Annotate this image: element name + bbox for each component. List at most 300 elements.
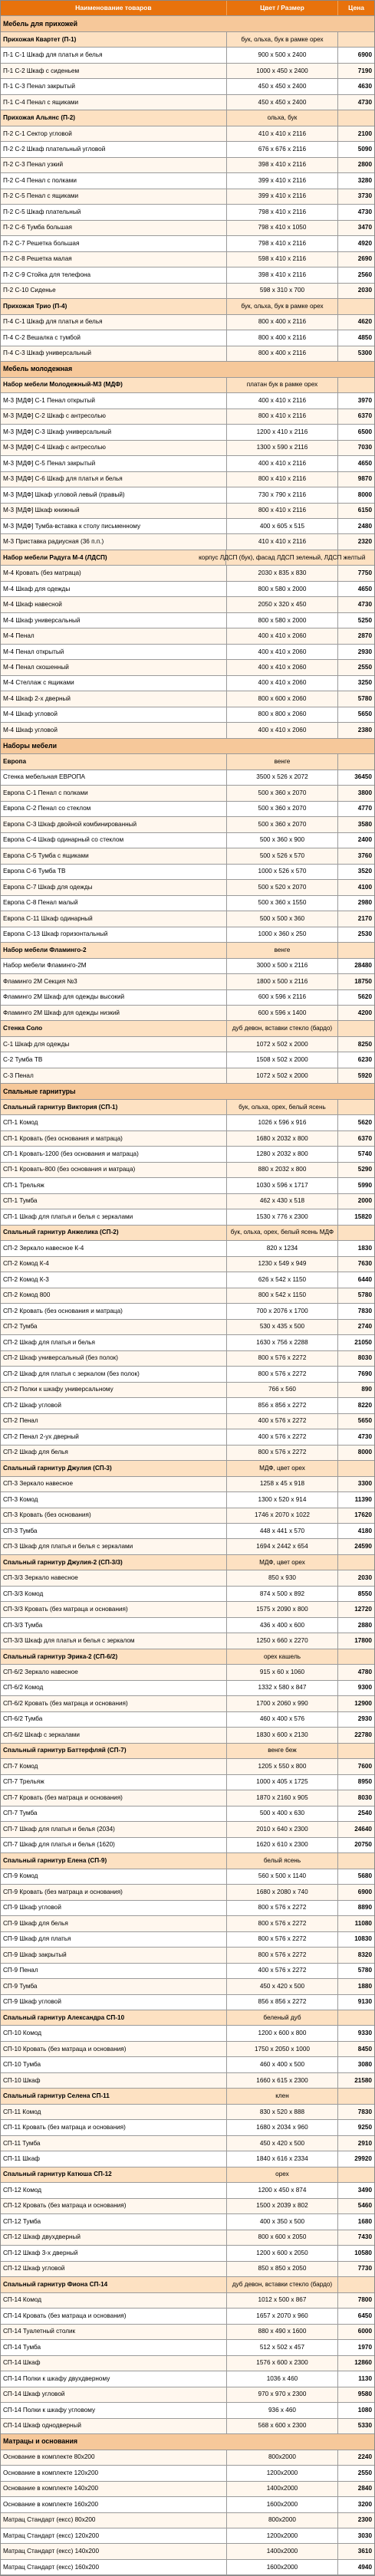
cell-size: 400 x 576 x 2272: [227, 1429, 338, 1444]
cell-size: 1230 x 549 x 949: [227, 1257, 338, 1272]
cell-name: М-3 [МДФ] С-2 Шкаф с антресолью: [1, 409, 227, 424]
cell-name: Фламинго 2М Шкаф для одежды высокий: [1, 990, 227, 1005]
cell-size: 800 x 576 x 2272: [227, 1367, 338, 1381]
cell-price: 3580: [357, 820, 372, 828]
cell-size: 800 x 576 x 2272: [227, 1948, 338, 1962]
cell-size: 800 x 410 x 2116: [227, 409, 338, 424]
table-row: [1, 95, 374, 110]
cell-price: 12720: [354, 1606, 372, 1613]
table-row: [1, 1885, 374, 1900]
cell-price: [338, 2277, 374, 2292]
cell-price: 5780: [357, 1967, 372, 1974]
table-row: [1, 2136, 374, 2151]
cell-size: 1000 x 360 x 250: [227, 927, 338, 942]
cell-size: 460 x 400 x 576: [227, 1712, 338, 1727]
cell-size: дуб девон, вставки стекло (бардо): [227, 1021, 338, 1035]
cell-name: Спальный гарнитур Елена (СП-9): [1, 1853, 227, 1868]
table-row: [1, 2387, 374, 2403]
cell-size: 874 x 500 x 892: [227, 1587, 338, 1601]
cell-price: 6230: [357, 1056, 372, 1064]
header-size: Цвет / Размер: [227, 1, 338, 15]
table-row: [1, 1665, 374, 1680]
cell-name: Европа С-8 Пенал малый: [1, 896, 227, 911]
cell-price: [338, 1555, 374, 1570]
cell-size: 1530 x 776 x 2300: [227, 1209, 338, 1224]
cell-price: [338, 1100, 374, 1114]
cell-name: Спальные гарнитуры: [3, 1087, 76, 1095]
cell-name: СП-1 Кровать (без основания и матраца): [1, 1131, 227, 1146]
table-row: [1, 1257, 374, 1272]
cell-name: Европа С-1 Пенал с полками: [1, 786, 227, 800]
cell-size: 800 x 800 x 2060: [227, 707, 338, 722]
cell-price: 10830: [354, 1935, 372, 1943]
cell-size: 1332 x 580 x 847: [227, 1681, 338, 1695]
cell-name: СП-2 Тумба: [1, 1320, 227, 1334]
cell-price: [338, 299, 374, 313]
table-row: [1, 1508, 374, 1524]
cell-name: Спальный гарнитур Виктория (СП-1): [1, 1100, 227, 1114]
cell-name: СП-10 Кровать (без матраца и основания): [1, 2042, 227, 2056]
cell-price: 5990: [357, 1181, 372, 1189]
cell-size: венге: [227, 754, 338, 769]
cell-price: 1130: [358, 2374, 372, 2382]
table-row: [1, 1288, 374, 1304]
cell-size: 500 x 360 x 1550: [227, 896, 338, 911]
group-row: [1, 32, 374, 48]
cell-size: 730 x 790 x 2116: [227, 487, 338, 502]
cell-name: СП-3/3 Тумба: [1, 1618, 227, 1633]
table-row: [1, 1932, 374, 1948]
cell-name: Наборы мебели: [3, 742, 57, 750]
cell-size: бук, ольха, бук в рамке орех: [227, 299, 338, 313]
cell-size: 798 x 410 x 1050: [227, 221, 338, 235]
table-row: [1, 2544, 374, 2559]
table-row: [1, 1775, 374, 1790]
cell-price: 17800: [354, 1637, 372, 1645]
table-row: [1, 597, 374, 612]
cell-price: [338, 943, 374, 957]
cell-size: 500 x 360 x 900: [227, 833, 338, 848]
table-row: [1, 2340, 374, 2355]
cell-size: 1600x2000: [227, 2497, 338, 2512]
cell-name: СП-14 Туалетный столик: [1, 2325, 227, 2339]
cell-name: Матрац Стандарт (ексс) 120x200: [1, 2528, 227, 2543]
cell-size: ольха, бук: [227, 110, 338, 125]
cell-name: Набор мебели Молодежный-М3 (МДФ): [1, 378, 227, 392]
cell-size: 800 x 400 x 2116: [227, 346, 338, 361]
cell-name: С-2 Тумба ТВ: [1, 1052, 227, 1067]
table-row: [1, 2371, 374, 2387]
cell-name: П-2 С-5 Шкаф плательный: [1, 205, 227, 219]
cell-name: СП-14 Полки к шкафу двухдверному: [1, 2371, 227, 2386]
cell-price: 9870: [357, 475, 372, 483]
cell-price: 2840: [357, 2485, 372, 2492]
cell-price: [338, 2010, 374, 2025]
cell-size: 2010 x 640 x 2300: [227, 1822, 338, 1836]
group-row: [1, 2089, 374, 2104]
group-row: [1, 110, 374, 126]
cell-name: С-3 Пенал: [1, 1068, 227, 1083]
cell-name: СП-2 Кровать (без основания и матраца): [1, 1304, 227, 1318]
cell-name: СП-2 Пенал 2-ух дверный: [1, 1429, 227, 1444]
table-row: [1, 1759, 374, 1774]
cell-name: Прихожая Квартет (П-1): [1, 32, 227, 47]
cell-price: 7830: [357, 1307, 372, 1314]
table-row: [1, 786, 374, 801]
cell-price: 7830: [357, 2108, 372, 2115]
cell-size: 500 x 360 x 2070: [227, 817, 338, 832]
cell-name: СП-6/2 Тумба: [1, 1712, 227, 1727]
cell-price: 9250: [357, 2124, 372, 2131]
cell-name: Спальный гарнитур Фиона СП-14: [1, 2277, 227, 2292]
cell-name: М-4 Шкаф для одежды: [1, 582, 227, 596]
table-row: [1, 1869, 374, 1885]
cell-name: СП-2 Шкаф для платья и белья: [1, 1335, 227, 1350]
cell-name: М-4 Пенал открытый: [1, 645, 227, 659]
cell-price: 3200: [357, 2500, 372, 2508]
cell-price: [338, 2167, 374, 2182]
cell-name: П-1 С-3 Пенал закрытый: [1, 79, 227, 94]
cell-size: 598 x 410 x 2116: [227, 252, 338, 267]
cell-price: 4770: [357, 805, 372, 812]
cell-price: 22780: [354, 1731, 372, 1738]
cell-size: 448 x 441 x 570: [227, 1524, 338, 1538]
cell-price: 2300: [357, 2516, 372, 2524]
table-row: [1, 1272, 374, 1288]
cell-size: 460 x 400 x 500: [227, 2057, 338, 2072]
cell-name: СП-11 Кровать (без матраца и основания): [1, 2120, 227, 2135]
cell-size: 1258 x 45 x 918: [227, 1477, 338, 1491]
table-row: [1, 959, 374, 974]
table-row: [1, 2528, 374, 2544]
cell-price: 24640: [354, 1825, 372, 1833]
cell-price: 2240: [357, 2453, 372, 2461]
cell-size: 800 x 580 x 2000: [227, 582, 338, 596]
cell-size: 1012 x 500 x 867: [227, 2293, 338, 2308]
cell-price: 8220: [357, 1401, 372, 1409]
cell-price: 6500: [357, 428, 372, 435]
cell-name: СП-9 Шкаф для белья: [1, 1916, 227, 1931]
cell-price: 6450: [357, 2312, 372, 2319]
group-row: [1, 943, 374, 958]
table-row: [1, 2325, 374, 2340]
cell-price: 4920: [357, 239, 372, 247]
cell-price: 4730: [357, 601, 372, 609]
cell-price: 3080: [357, 2061, 372, 2069]
cell-name: М-4 Пенал: [1, 628, 227, 643]
table-row: [1, 1790, 374, 1806]
cell-name: СП-9 Кровать (без матраца и основания): [1, 1885, 227, 1899]
cell-size: 1036 x 460: [227, 2371, 338, 2386]
cell-price: 4850: [357, 333, 372, 341]
cell-size: клен: [227, 2089, 338, 2103]
cell-name: СП-14 Шкаф однодверный: [1, 2419, 227, 2433]
section-row: [1, 362, 374, 377]
table-row: [1, 2214, 374, 2230]
cell-name: П-2 С-5 Пенал с ящиками: [1, 189, 227, 204]
header-price: Цена: [348, 4, 365, 12]
table-row: [1, 802, 374, 817]
cell-size: 1575 x 2090 x 800: [227, 1602, 338, 1616]
cell-name: СП-2 Шкаф для платья с зеркалом (без полок): [1, 1367, 227, 1381]
table-row: [1, 691, 374, 707]
cell-size: 1694 x 2442 x 654: [227, 1539, 338, 1554]
cell-price: 2380: [357, 726, 372, 733]
cell-size: 936 x 460: [227, 2403, 338, 2417]
cell-price: 5460: [357, 2202, 372, 2210]
table-row: [1, 1901, 374, 1916]
cell-size: белый ясень: [227, 1853, 338, 1868]
section-row: [1, 1084, 374, 1099]
cell-size: 1072 x 502 x 2000: [227, 1068, 338, 1083]
group-row: [1, 1461, 374, 1476]
cell-name: Европа С-6 Тумба ТВ: [1, 865, 227, 879]
cell-name: Набор мебели Радуга М-4 (ЛДСП): [1, 550, 226, 565]
cell-name: Спальный гарнитур Баттерфляй (СП-7): [1, 1744, 227, 1758]
cell-price: 4650: [357, 585, 372, 592]
cell-price: 12900: [354, 1699, 372, 1707]
cell-name: П-2 С-10 Сиденье: [1, 284, 227, 298]
cell-size: 1200x2000: [227, 2466, 338, 2480]
cell-name: Матрац Стандарт (ексс) 140x200: [1, 2544, 227, 2558]
cell-size: 450 x 450 x 2400: [227, 79, 338, 94]
cell-price: 2930: [357, 648, 372, 655]
cell-name: СП-10 Шкаф: [1, 2073, 227, 2088]
cell-name: СП-14 Комод: [1, 2293, 227, 2308]
cell-name: СП-6/2 Кровать (без матраца и основания): [1, 1696, 227, 1711]
cell-price: 6900: [357, 1888, 372, 1895]
group-row: [1, 1021, 374, 1036]
cell-price: 5090: [357, 146, 372, 153]
cell-name: М-3 [МДФ] С-3 Шкаф универсальный: [1, 425, 227, 439]
cell-name: Основание в комплекте 160x200: [1, 2497, 227, 2512]
table-row: [1, 582, 374, 597]
group-row: [1, 299, 374, 314]
cell-price: 890: [361, 1386, 372, 1393]
cell-size: 1840 x 616 x 2334: [227, 2151, 338, 2166]
table-row: [1, 393, 374, 409]
cell-size: 1746 x 2070 x 1022: [227, 1508, 338, 1523]
cell-price: 5780: [357, 694, 372, 702]
cell-price: [338, 1649, 374, 1664]
cell-name: Набор мебели Фламинго-2М: [1, 959, 227, 973]
cell-name: П-1 С-1 Шкаф для платья и белья: [1, 48, 227, 62]
cell-price: [338, 2089, 374, 2103]
cell-name: Спальный гарнитур Анжелика (СП-2): [1, 1226, 227, 1240]
cell-name: СП-2 Полки к шкафу универсальному: [1, 1383, 227, 1397]
cell-name: П-2 С-7 Решетка большая: [1, 236, 227, 251]
table-row: [1, 865, 374, 880]
table-row: [1, 2183, 374, 2198]
cell-name: П-2 С-1 Сектор угловой: [1, 126, 227, 141]
cell-size: 400 x 410 x 2060: [227, 628, 338, 643]
cell-price: 2030: [357, 287, 372, 294]
cell-name: Стенка мебельная ЕВРОПА: [1, 770, 227, 785]
cell-price: 2540: [357, 1810, 372, 1817]
cell-price: 7800: [357, 2296, 372, 2304]
table-row: [1, 1602, 374, 1617]
cell-price: [338, 32, 374, 47]
table-row: [1, 1335, 374, 1350]
cell-size: 1000 x 450 x 2400: [227, 64, 338, 78]
cell-price: 5650: [357, 1417, 372, 1425]
table-row: [1, 284, 374, 299]
group-row: [1, 1100, 374, 1115]
table-row: [1, 613, 374, 628]
cell-price: 5650: [357, 710, 372, 718]
cell-name: П-2 С-9 Стойка для телефона: [1, 267, 227, 282]
group-row: [1, 1744, 374, 1759]
table-row: [1, 1367, 374, 1382]
table-row: [1, 660, 374, 675]
cell-size: 830 x 520 x 888: [227, 2105, 338, 2119]
cell-size: 1026 x 596 x 916: [227, 1115, 338, 1130]
cell-price: 7630: [357, 1260, 372, 1268]
cell-size: 880 x 2032 x 800: [227, 1163, 338, 1177]
section-row: [1, 2434, 374, 2450]
cell-price: 2910: [357, 2139, 372, 2147]
group-row: [1, 1555, 374, 1570]
cell-name: СП-2 Комод 800: [1, 1288, 227, 1303]
cell-size: 700 x 2076 x 1700: [227, 1304, 338, 1318]
cell-price: 10580: [354, 2249, 372, 2256]
cell-size: 400 x 410 x 2060: [227, 676, 338, 691]
cell-size: 1508 x 502 x 2000: [227, 1052, 338, 1067]
cell-size: 800 x 410 x 2116: [227, 504, 338, 518]
cell-size: 676 x 676 x 2116: [227, 142, 338, 156]
cell-name: СП-10 Комод: [1, 2026, 227, 2040]
cell-name: Европа С-2 Пенал со стеклом: [1, 802, 227, 816]
cell-price: 2560: [357, 271, 372, 278]
cell-name: М-4 Пенал скошенный: [1, 660, 227, 674]
cell-size: 1300 x 590 x 2116: [227, 441, 338, 455]
cell-name: Стенка Соло: [1, 1021, 227, 1035]
cell-size: 450 x 420 x 500: [227, 2136, 338, 2151]
cell-price: 15820: [354, 1213, 372, 1220]
cell-price: 1080: [357, 2406, 372, 2414]
cell-price: 7750: [357, 569, 372, 577]
table-row: [1, 1712, 374, 1728]
cell-size: 970 x 970 x 2300: [227, 2387, 338, 2402]
table-row: [1, 79, 374, 94]
cell-size: 800 x 600 x 2060: [227, 691, 338, 706]
cell-price: 6000: [357, 2328, 372, 2335]
cell-price: 20750: [354, 1841, 372, 1849]
cell-price: 2980: [357, 899, 372, 907]
cell-price: 9580: [357, 2391, 372, 2398]
cell-price: 9330: [357, 2030, 372, 2037]
cell-size: 850 x 930: [227, 1570, 338, 1585]
cell-size: 2030 x 835 x 830: [227, 566, 338, 580]
cell-price: [338, 378, 374, 392]
cell-price: [338, 754, 374, 769]
table-row: [1, 2120, 374, 2135]
cell-size: 450 x 420 x 500: [227, 1979, 338, 1994]
cell-name: Набор мебели Фламинго-2: [1, 943, 227, 957]
cell-name: Европа С-3 Шкаф двойной комбинированный: [1, 817, 227, 832]
cell-size: 850 x 850 x 2050: [227, 2262, 338, 2276]
cell-price: 1680: [357, 2217, 372, 2225]
table-row: [1, 189, 374, 205]
cell-price: 4730: [357, 1432, 372, 1440]
table-row: [1, 2560, 374, 2575]
cell-name: Фламинго 2М Секция №3: [1, 974, 227, 989]
cell-name: П-2 С-6 Тумба большая: [1, 221, 227, 235]
cell-price: 21050: [354, 1338, 372, 1346]
table-row: [1, 173, 374, 189]
cell-price: 3520: [357, 868, 372, 875]
cell-price: 5740: [357, 1150, 372, 1157]
table-row: [1, 2419, 374, 2434]
table-row: [1, 2026, 374, 2041]
cell-name: СП-11 Комод: [1, 2105, 227, 2119]
cell-size: 1680 x 2080 x 740: [227, 1885, 338, 1899]
cell-name: СП-2 Шкаф для белья: [1, 1446, 227, 1460]
cell-price: 11390: [354, 1495, 372, 1503]
cell-name: Европа С-5 Тумба с ящиками: [1, 848, 227, 863]
cell-name: М-4 Шкаф угловой: [1, 707, 227, 722]
table-row: [1, 267, 374, 283]
cell-price: 2870: [357, 632, 372, 640]
cell-name: СП-9 Шкаф закрытый: [1, 1948, 227, 1962]
cell-name: П-1 С-2 Шкаф с сиденьем: [1, 64, 227, 78]
cell-price: 4630: [357, 83, 372, 90]
cell-name: СП-3 Зеркало навесное: [1, 1477, 227, 1491]
table-row: [1, 2230, 374, 2246]
cell-price: 1830: [357, 1244, 372, 1252]
cell-name: СП-3 Кровать (без основания): [1, 1508, 227, 1523]
cell-size: 1000 x 526 x 570: [227, 865, 338, 879]
cell-name: СП-1 Трельяж: [1, 1178, 227, 1193]
table-row: [1, 2073, 374, 2089]
cell-size: МДФ, цвет орех: [227, 1555, 338, 1570]
table-row: [1, 2403, 374, 2418]
table-row: [1, 990, 374, 1006]
cell-price: 8000: [357, 1449, 372, 1456]
cell-size: 399 x 410 x 2116: [227, 173, 338, 188]
cell-name: СП-12 Шкаф двухдверный: [1, 2230, 227, 2245]
cell-name: Европа: [1, 754, 227, 769]
cell-price: [338, 1744, 374, 1758]
cell-name: СП-14 Кровать (без матраца и основания): [1, 2309, 227, 2323]
cell-name: СП-3/3 Кровать (без матраца и основания): [1, 1602, 227, 1616]
cell-name: СП-14 Тумба: [1, 2340, 227, 2354]
table-row: [1, 441, 374, 456]
table-row: [1, 1068, 374, 1084]
cell-name: Мебель для прихожей: [3, 19, 78, 28]
cell-size: 500 x 520 x 2070: [227, 880, 338, 894]
cell-price: 2170: [357, 914, 372, 922]
cell-name: М-3 [МДФ] Тумба-вставка к столу письменному: [1, 519, 227, 533]
cell-size: 399 x 410 x 2116: [227, 189, 338, 204]
table-row: [1, 1209, 374, 1225]
cell-name: СП-9 Тумба: [1, 1979, 227, 1994]
cell-price: 5250: [357, 616, 372, 624]
cell-price: 8000: [357, 491, 372, 498]
cell-price: 6370: [357, 412, 372, 420]
group-row: [1, 2010, 374, 2026]
cell-price: 3250: [357, 679, 372, 687]
cell-price: 3470: [357, 224, 372, 231]
cell-name: СП-9 Шкаф угловой: [1, 1901, 227, 1915]
cell-size: 410 x 410 x 2116: [227, 126, 338, 141]
cell-price: [338, 1853, 374, 1868]
cell-price: [338, 1226, 374, 1240]
table-row: [1, 1147, 374, 1162]
cell-name: СП-1 Кровать-800 (без основания и матраца): [1, 1163, 227, 1177]
cell-size: 856 x 856 x 2272: [227, 1995, 338, 2010]
cell-name: П-4 С-3 Шкаф универсальный: [1, 346, 227, 361]
